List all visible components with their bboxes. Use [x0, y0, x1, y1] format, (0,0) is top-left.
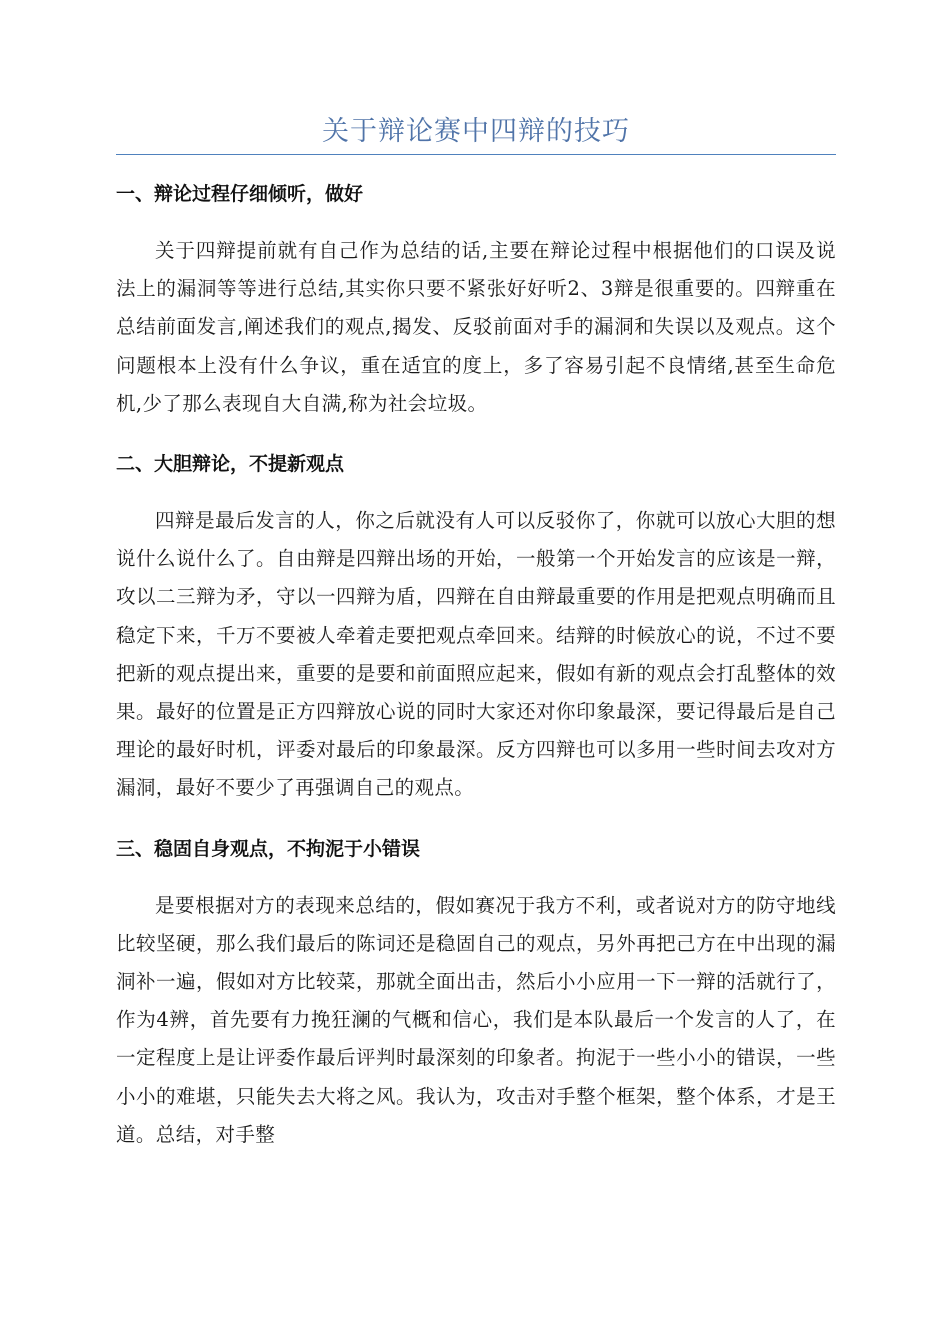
section-paragraph-1: 关于四辩提前就有自己作为总结的话,主要在辩论过程中根据他们的口误及说法上的漏洞等等进行总结,其实你只要不紧张好好听2、3辩是很重要的。四辩重在总结前面发言,阐述我们的观点,揭发、反驳前面对手的漏洞和失误以及观点。这个问题根本上没有什么争议，重在适宜的度上，多了容易引起不良情绪,甚至生命危机,少了那么表现自大自满,称为社会垃圾。 [116, 239, 836, 415]
section-heading-3: 三、稳固自身观点，不拘泥于小错误 [116, 837, 421, 860]
document-page [116, 0, 836, 1154]
title-underline [116, 154, 836, 155]
section-heading-2: 二、大胆辩论，不提新观点 [116, 453, 345, 476]
section-heading-1: 一、辩论过程仔细倾听，做好 [116, 183, 364, 205]
section-paragraph-2: 四辩是最后发言的人，你之后就没有人可以反驳你了，你就可以放心大胆的想说什么说什么了。自由辩是四辩出场的开始，一般第一个开始发言的应该是一辩，攻以二三辩为矛，守以一四辩为盾，四辩在自由辩最重要的作用是把观点明确而且稳定下来，千万不要被人牵着走要把观点牵回来。结辩的时候放心的说，不过不要把新的观点提出来，重要的是要和前面照应起来，假如有新的观点会打乱整体的效果。最好的位置是正方四辩放心说的同时大家还对你印象最深，要记得最后是自己理论的最好时机，评委对最后的印象最深。反方四辩也可以多用一些时间去攻对方漏洞，最好不要少了再强调自己的观点。 [116, 509, 836, 800]
section-paragraph-3: 是要根据对方的表现来总结的，假如赛况于我方不利，或者说对方的防守地线比较坚硬，那么我们最后的陈词还是稳固自己的观点，另外再把己方在中出现的漏洞补一遍，假如对方比较菜，那就全面出击，然后小小应用一下一辩的活就行了，作为4辨，首先要有力挽狂澜的气概和信心，我们是本队最后一个发言的人了，在一定程度上是让评委作最后评判时最深刻的印象者。拘泥于一些小小的错误，一些小小的难堪，只能失去大将之风。我认为，攻击对手整个框架，整个体系，才是王道。总结，对手整 [116, 893, 836, 1146]
document-title: 关于辩论赛中四辩的技巧 [322, 116, 630, 147]
